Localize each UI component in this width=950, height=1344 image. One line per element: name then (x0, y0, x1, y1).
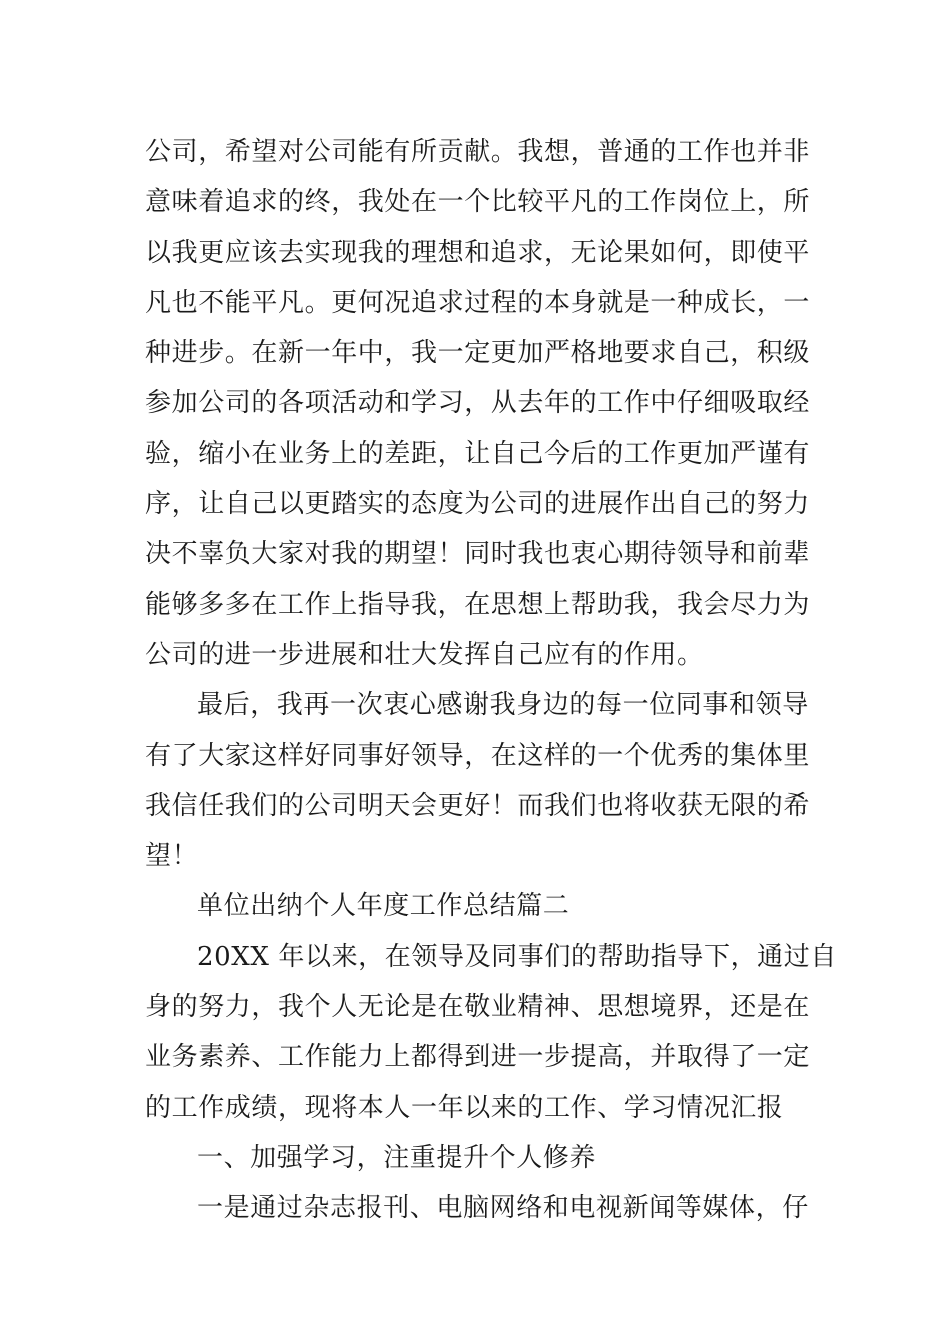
paragraph-start-line: 一是通过杂志报刊、电脑网络和电视新闻等媒体，仔 (197, 1193, 809, 1224)
text-line: 序，让自己以更踏实的态度为公司的进展作出自己的努力 (145, 489, 811, 520)
text-line: 凡也不能平凡。更何况追求过程的本身就是一种成长，一 (145, 287, 811, 318)
text-line: 业务素养、工作能力上都得到进一步提高，并取得了一定 (145, 1042, 811, 1073)
paragraph-start-line: 20XX 年以来，在领导及同事们的帮助指导下，通过自 (197, 941, 837, 972)
text-line: 决不辜负大家对我的期望！同时我也衷心期待领导和前辈 (145, 539, 811, 570)
text-line: 公司的进一步进展和壮大发挥自己应有的作用。 (145, 639, 704, 670)
text-line: 意味着追求的终，我处在一个比较平凡的工作岗位上，所 (145, 187, 811, 218)
text-line: 验，缩小在业务上的差距，让自己今后的工作更加严谨有 (145, 438, 811, 469)
text-line: 有了大家这样好同事好领导，在这样的一个优秀的集体里 (145, 740, 811, 771)
paragraph-start-line: 最后，我再一次衷心感谢我身边的每一位同事和领导 (197, 690, 809, 721)
text-line: 能够多多在工作上指导我，在思想上帮助我，我会尽力为 (145, 589, 811, 620)
text-line: 的工作成绩，现将本人一年以来的工作、学习情况汇报 (145, 1092, 784, 1123)
text-line: 我信任我们的公司明天会更好！而我们也将收获无限的希 (145, 790, 811, 821)
text-line: 公司，希望对公司能有所贡献。我想，普通的工作也并非 (145, 137, 811, 167)
document-body (145, 127, 837, 1234)
text-line: 参加公司的各项活动和学习，从去年的工作中仔细吸取经 (145, 388, 811, 419)
subsection-heading: 一、加强学习，注重提升个人修养 (197, 1142, 597, 1173)
text-line: 以我更应该去实现我的理想和追求，无论果如何，即使平 (145, 237, 811, 268)
text-line: 望！ (145, 841, 199, 872)
section-heading: 单位出纳个人年度工作总结篇二 (197, 891, 570, 922)
text-line: 种进步。在新一年中，我一定更加严格地要求自己，积级 (145, 338, 811, 369)
text-line: 身的努力，我个人无论是在敬业精神、思想境界，还是在 (145, 992, 811, 1023)
